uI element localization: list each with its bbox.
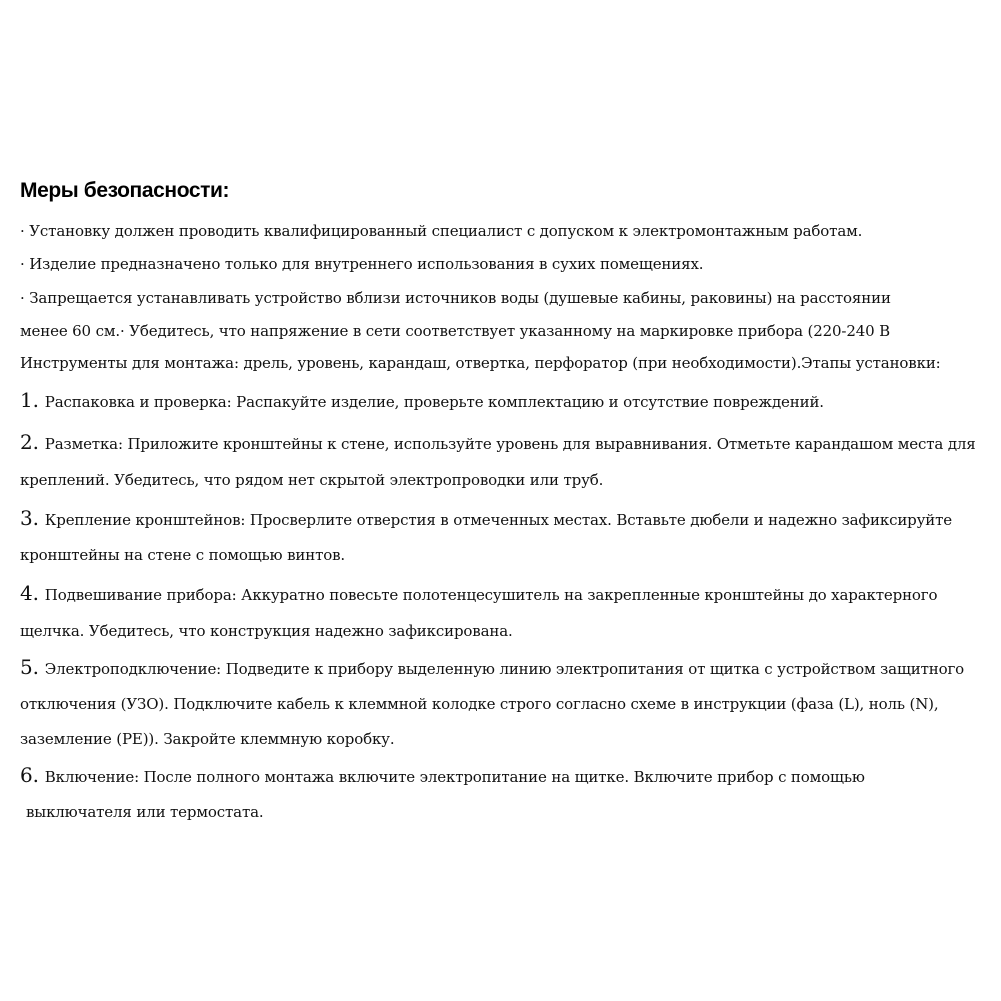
step-3-number: 3. bbox=[20, 506, 39, 530]
step-4-line-2: щелчка. Убедитесь, что конструкция надежно зафиксирована. bbox=[20, 622, 513, 640]
step-4-number: 4. bbox=[20, 581, 39, 605]
step-5-line-1 bbox=[20, 657, 964, 679]
step-1-text: Распаковка и проверка: Распакуйте изделие, проверьте комплектацию и отсутствие повреждений. bbox=[44, 393, 824, 411]
step-3-text: Крепление кронштейнов: Просверлите отверстия в отмеченных местах. Вставьте дюбели и надежно зафиксируйте bbox=[44, 511, 953, 529]
step-4-line-1 bbox=[20, 583, 937, 605]
step-6-text: Включение: После полного монтажа включите электропитание на щитке. Включите прибор с помощью bbox=[44, 768, 865, 786]
step-5-line-2: отключения (УЗО). Подключите кабель к клеммной колодке строго согласно схеме в инструкции (фаза (L), ноль (N), bbox=[20, 695, 939, 713]
step-3-line-1 bbox=[20, 508, 952, 530]
tools-line: Инструменты для монтажа: дрель, уровень, карандаш, отвертка, перфоратор (при необходимости).Этапы установки: bbox=[20, 354, 941, 372]
step-2-line-1 bbox=[20, 432, 976, 454]
safety-heading: Меры безопасности: bbox=[20, 179, 230, 202]
safety-line-indoor-use: · Изделие предназначено только для внутреннего использования в сухих помещениях. bbox=[20, 255, 704, 273]
step-3-line-2: кронштейны на стене с помощью винтов. bbox=[20, 546, 346, 564]
safety-line-voltage: менее 60 см.· Убедитесь, что напряжение в сети соответствует указанному на маркировке прибора (220-240 В bbox=[20, 322, 891, 340]
step-5-number: 5. bbox=[20, 655, 39, 679]
step-2-number: 2. bbox=[20, 430, 39, 454]
safety-line-water-distance: · Запрещается устанавливать устройство вблизи источников воды (душевые кабины, раковины) на расстоянии bbox=[20, 289, 891, 307]
step-1-line-1 bbox=[20, 390, 824, 412]
step-5-text: Электроподключение: Подведите к прибору выделенную линию электропитания от щитка с устройством защитного bbox=[44, 660, 965, 678]
step-6-line-1 bbox=[20, 765, 865, 787]
step-2-text: Разметка: Приложите кронштейны к стене, используйте уровень для выравнивания. Отметьте карандашом места для bbox=[44, 435, 976, 453]
step-2-line-2: креплений. Убедитесь, что рядом нет скрытой электропроводки или труб. bbox=[20, 471, 604, 489]
safety-line-installer: · Установку должен проводить квалифицированный специалист с допуском к электромонтажным работам. bbox=[20, 222, 863, 240]
step-6-number: 6. bbox=[20, 763, 39, 787]
step-6-line-2: выключателя или термостата. bbox=[26, 803, 264, 821]
step-5-line-3: заземление (PE)). Закройте клеммную коробку. bbox=[20, 730, 395, 748]
step-1-number: 1. bbox=[20, 388, 39, 412]
step-4-text: Подвешивание прибора: Аккуратно повесьте полотенцесушитель на закрепленные кронштейны до характерного bbox=[44, 586, 938, 604]
